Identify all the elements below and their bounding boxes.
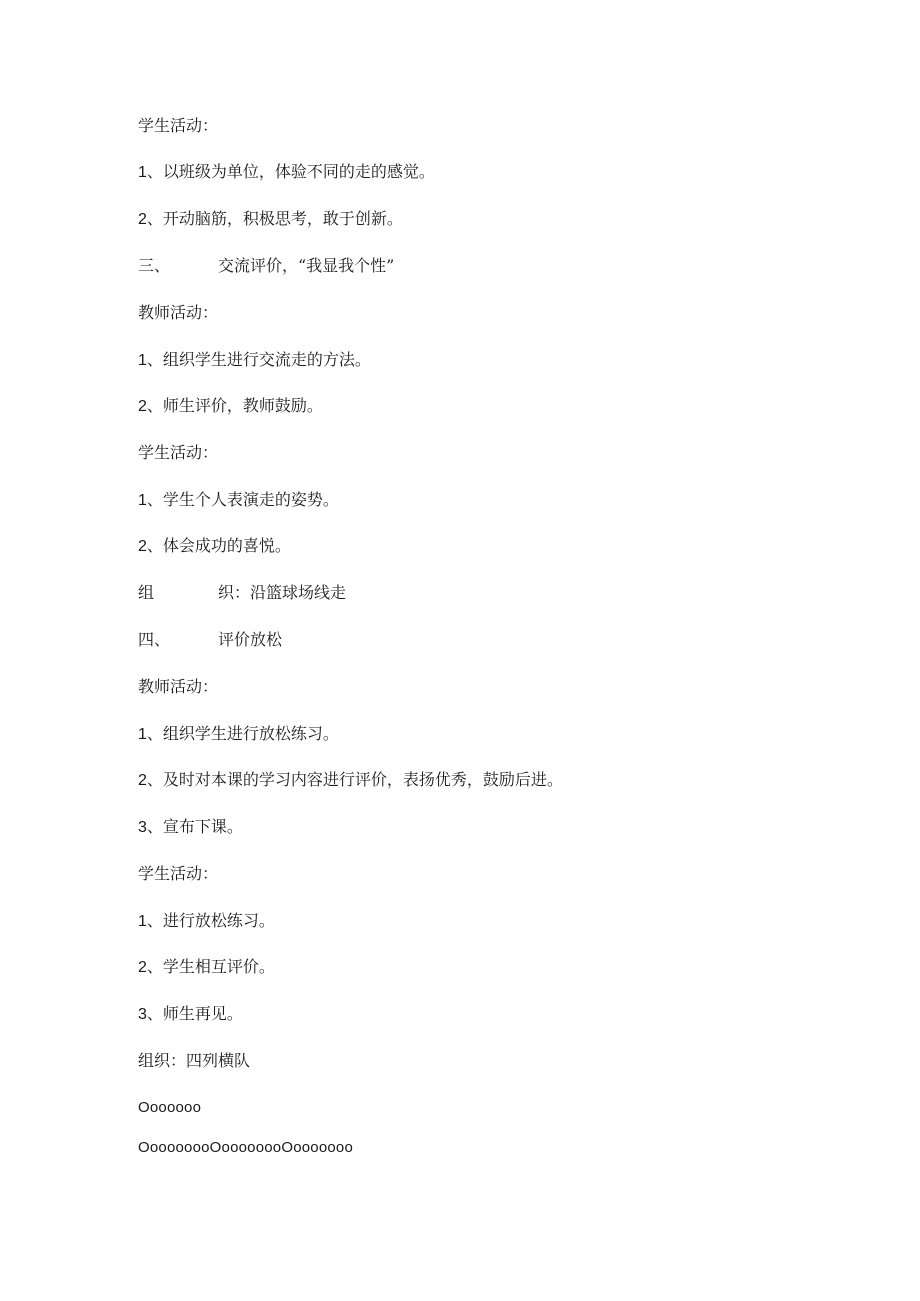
section-heading: 四、 评价放松 bbox=[138, 630, 283, 649]
list-item: 1、进行放松练习。 bbox=[138, 911, 275, 930]
list-item: 2、体会成功的喜悦。 bbox=[138, 536, 291, 555]
list-item: 2、及时对本课的学习内容进行评价，表扬优秀，鼓励后进。 bbox=[138, 770, 563, 789]
list-item: 2、开动脑筋，积极思考，敢于创新。 bbox=[138, 209, 403, 228]
list-item: 2、师生评价，教师鼓励。 bbox=[138, 396, 323, 415]
heading-teacher-activity: 教师活动： bbox=[138, 303, 219, 322]
list-item: 3、师生再见。 bbox=[138, 1004, 243, 1023]
list-item: 1、学生个人表演走的姿势。 bbox=[138, 490, 339, 509]
heading-student-activity: 学生活动： bbox=[138, 864, 219, 883]
section-heading: 三、 交流评价，“我显我个性” bbox=[138, 256, 395, 275]
list-item: 1、以班级为单位，体验不同的走的感觉。 bbox=[138, 162, 435, 181]
list-item: 2、学生相互评价。 bbox=[138, 957, 275, 976]
list-item: 3、宣布下课。 bbox=[138, 817, 243, 836]
list-item: 1、组织学生进行放松练习。 bbox=[138, 724, 339, 743]
formation-row: OoooooooOoooooooOooooooo bbox=[138, 1139, 353, 1156]
heading-student-activity: 学生活动： bbox=[138, 116, 219, 135]
heading-teacher-activity: 教师活动： bbox=[138, 677, 219, 696]
heading-student-activity: 学生活动： bbox=[138, 443, 219, 462]
list-item: 1、组织学生进行交流走的方法。 bbox=[138, 350, 371, 369]
formation-row: Ooooooo bbox=[138, 1099, 202, 1116]
organization-line: 组 织：沿篮球场线走 bbox=[138, 583, 347, 602]
formation-heading: 组织：四列横队 bbox=[138, 1051, 251, 1070]
